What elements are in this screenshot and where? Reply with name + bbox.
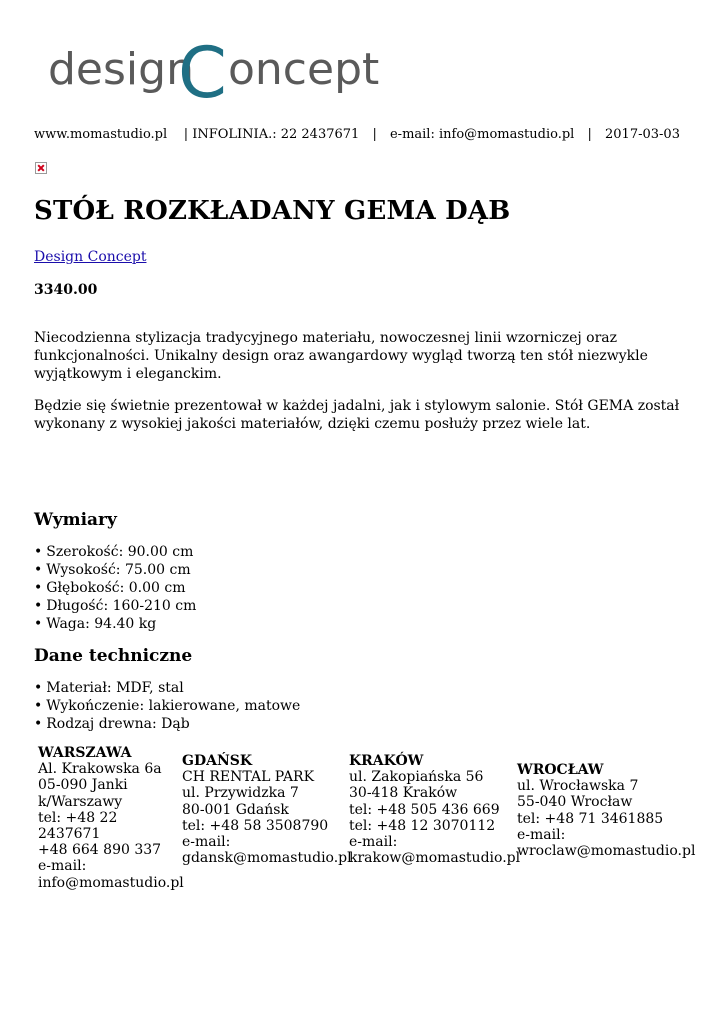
office-line: ul. Przywidzka 7 xyxy=(182,785,299,802)
description-paragraph: Niecodzienna stylizacja tradycyjnego materiału, nowoczesnej linii wzorniczej oraz funkcjonalności. Unikalny design oraz awangardowy wygląd tworzą ten stół niezwykle wyjątkowym i eleganckim. xyxy=(34,330,648,382)
office-line: 80-001 Gdańsk xyxy=(182,801,289,818)
list-item: • Materiał: MDF, stal xyxy=(34,679,300,697)
list-item: • Rodzaj drewna: Dąb xyxy=(34,715,300,733)
office-line: 30-418 Kraków xyxy=(349,785,458,802)
office-line: ul. Wrocławska 7 xyxy=(517,778,639,795)
office-gdansk xyxy=(182,753,352,867)
office-line: e-mail: xyxy=(38,858,87,875)
office-line: tel: +48 58 3508790 xyxy=(182,817,329,834)
office-line: tel: +48 22 2437671 xyxy=(38,809,118,843)
logo-text-right: oncept xyxy=(228,44,380,95)
broken-image-icon xyxy=(35,162,47,174)
dimensions-list xyxy=(34,543,196,633)
brand-link[interactable]: Design Concept xyxy=(34,249,147,265)
description-paragraph: Będzie się świetnie prezentował w każdej jadalni, jak i stylowym salonie. Stół GEMA został wykonany z wysokiej jakości materiałów, dzięki czemu posłuży przez wiele lat. xyxy=(34,398,680,432)
technical-heading: Dane techniczne xyxy=(34,646,193,666)
date-text: 2017-03-03 xyxy=(605,127,680,142)
email-text[interactable]: e-mail: info@momastudio.pl xyxy=(389,127,575,142)
office-line: tel: +48 505 436 669 xyxy=(349,801,500,818)
office-line: tel: +48 71 3461885 xyxy=(517,810,664,827)
office-wroclaw xyxy=(517,762,696,860)
office-email[interactable]: krakow@momastudio.pl xyxy=(349,850,521,867)
technical-list xyxy=(34,679,300,733)
logo-text-left: design xyxy=(48,44,194,95)
office-line: +48 664 890 337 xyxy=(38,842,162,859)
office-line: CH RENTAL PARK xyxy=(182,769,315,786)
product-title: STÓŁ ROZKŁADANY GEMA DĄB xyxy=(34,196,511,226)
header-contact-line xyxy=(34,127,680,142)
list-item: • Długość: 160-210 cm xyxy=(34,597,196,615)
office-city: WROCŁAW xyxy=(517,762,604,778)
office-line: ul. Zakopiańska 56 xyxy=(349,769,484,786)
office-line: e-mail: xyxy=(349,834,398,851)
office-line: 05-090 Janki xyxy=(38,777,128,794)
office-email[interactable]: wroclaw@momastudio.pl xyxy=(517,843,696,860)
dimensions-heading: Wymiary xyxy=(34,510,117,530)
office-city: GDAŃSK xyxy=(182,753,253,769)
office-krakow xyxy=(349,753,521,867)
office-line: k/Warszawy xyxy=(38,793,123,810)
office-line: Al. Krakowska 6a xyxy=(38,761,162,778)
office-line: e-mail: xyxy=(182,834,231,851)
separator: | xyxy=(372,127,377,142)
office-warszawa xyxy=(38,745,184,891)
office-line: tel: +48 12 3070112 xyxy=(349,817,496,834)
list-item: • Wysokość: 75.00 cm xyxy=(34,561,196,579)
list-item: • Wykończenie: lakierowane, matowe xyxy=(34,697,300,715)
office-line: 55-040 Wrocław xyxy=(517,794,633,811)
logo-mark-c: C xyxy=(178,40,227,104)
design-concept-logo xyxy=(46,40,386,104)
list-item: • Szerokość: 90.00 cm xyxy=(34,543,196,561)
list-item: • Waga: 94.40 kg xyxy=(34,615,196,633)
website-link[interactable]: www.momastudio.pl xyxy=(34,127,168,142)
office-city: KRAKÓW xyxy=(349,753,424,769)
office-email[interactable]: info@momastudio.pl xyxy=(38,874,184,891)
hotline-text: | INFOLINIA.: 22 2437671 xyxy=(183,127,360,142)
separator: | xyxy=(587,127,592,142)
office-line: e-mail: xyxy=(517,826,566,843)
list-item: • Głębokość: 0.00 cm xyxy=(34,579,196,597)
product-description xyxy=(34,329,694,447)
product-price: 3340.00 xyxy=(34,282,98,298)
office-email[interactable]: gdansk@momastudio.pl xyxy=(182,850,352,867)
office-city: WARSZAWA xyxy=(38,745,132,761)
